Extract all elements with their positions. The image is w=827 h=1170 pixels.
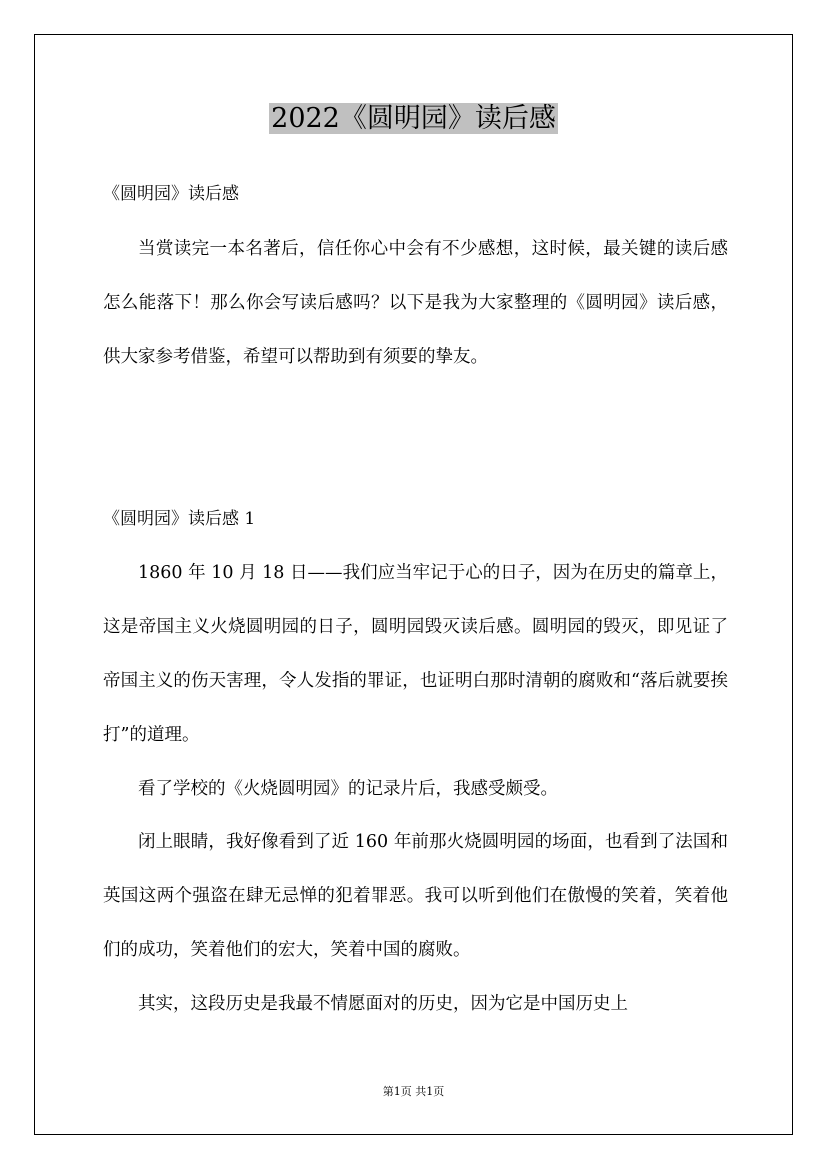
section-heading: 《圆明园》读后感 1 xyxy=(103,509,256,529)
body-paragraph-4: 其实，这段历史是我最不情愿面对的历史，因为它是中国历史上 xyxy=(138,994,628,1014)
document-subtitle: 《圆明园》读后感 xyxy=(103,184,239,204)
page-footer: 第1页 共1页 xyxy=(382,1085,445,1098)
document-title: 2022《圆明园》读后感 xyxy=(271,103,556,134)
body-paragraph-2: 看了学校的《火烧圆明园》的记录片后，我感受颇受。 xyxy=(138,779,558,799)
body-paragraph-3: 闭上眼睛，我好像看到了近 160 年前那火烧圆明园的场面，也看到了法国和英国这两个强盗在肆无忌惮的犯着罪恶。我可以听到他们在傲慢的笑着，笑着他们的成功，笑着他们的宏大，笑着中国的腐败。 xyxy=(103,832,728,960)
intro-paragraph: 当赏读完一本名著后，信任你心中会有不少感想，这时候，最关键的读后感怎么能落下！那么你会写读后感吗？以下是我为大家整理的《圆明园》读后感，供大家参考借鉴，希望可以帮助到有须要的挚友。 xyxy=(103,239,728,367)
body-paragraph-1: 1860 年 10 月 18 日——我们应当牢记于心的日子，因为在历史的篇章上，这是帝国主义火烧圆明园的日子，圆明园毁灭读后感。圆明园的毁灭，即见证了帝国主义的伤天害理，令人发指的罪证，也证明白那时清朝的腐败和“落后就要挨打”的道理。 xyxy=(103,563,728,745)
